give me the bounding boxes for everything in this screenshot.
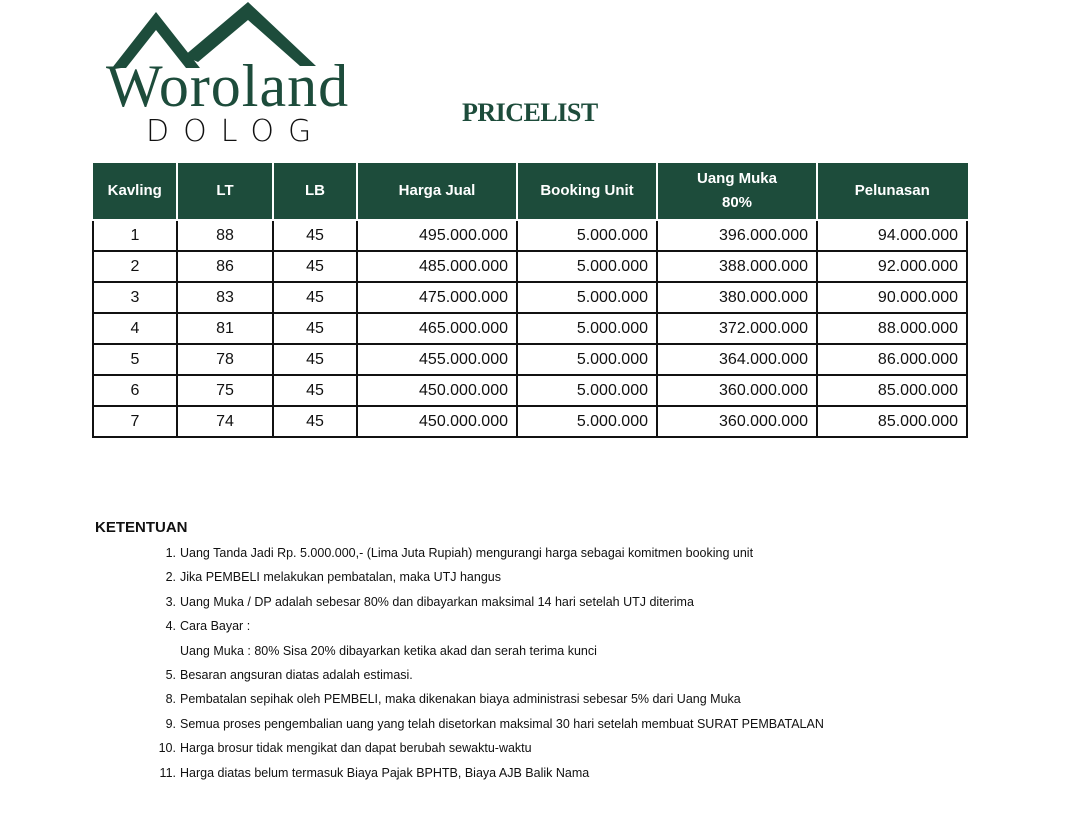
term-text: Besaran angsuran diatas adalah estimasi. xyxy=(180,667,413,682)
table-row xyxy=(93,251,967,282)
page-title: PRICELIST xyxy=(462,98,598,127)
cell-kavling: 6 xyxy=(93,375,177,406)
cell-kavling: 1 xyxy=(93,220,177,251)
list-item xyxy=(148,569,824,593)
cell-booking-unit: 5.000.000 xyxy=(517,251,657,282)
cell-booking-unit: 5.000.000 xyxy=(517,313,657,344)
list-item xyxy=(148,643,824,667)
term-text: Harga brosur tidak mengikat dan dapat berubah sewaktu-waktu xyxy=(180,741,532,756)
term-number: 9. xyxy=(165,716,176,731)
table-row xyxy=(93,344,967,375)
cell-pelunasan: 92.000.000 xyxy=(817,251,967,282)
term-text: Jika PEMBELI melakukan pembatalan, maka UTJ hangus xyxy=(180,570,501,585)
term-number: 11. xyxy=(159,765,176,780)
cell-lt: 86 xyxy=(177,251,273,282)
cell-kavling: 5 xyxy=(93,344,177,375)
brand-subtitle: DOLOG xyxy=(146,114,326,149)
list-item xyxy=(148,765,824,789)
term-text: Semua proses pengembalian uang yang telah disetorkan maksimal 30 hari setelah membuat SURAT PEMBATALAN xyxy=(180,716,824,731)
cell-lt: 83 xyxy=(177,282,273,313)
header-uang-muka-label: Uang Muka xyxy=(696,170,777,187)
header-kavling: Kavling xyxy=(93,163,177,220)
term-number: 5. xyxy=(165,667,176,682)
term-text: Cara Bayar : xyxy=(180,619,251,634)
cell-harga-jual: 485.000.000 xyxy=(357,251,517,282)
header-uang-muka xyxy=(657,163,817,220)
list-item xyxy=(148,740,824,764)
list-item xyxy=(148,594,824,618)
term-number: 3. xyxy=(165,594,176,609)
term-text: Uang Muka / DP adalah sebesar 80% dan dibayarkan maksimal 14 hari setelah UTJ diterima xyxy=(180,594,694,609)
cell-pelunasan: 90.000.000 xyxy=(817,282,967,313)
list-item xyxy=(148,545,824,569)
cell-pelunasan: 94.000.000 xyxy=(817,220,967,251)
term-text: Pembatalan sepihak oleh PEMBELI, maka dikenakan biaya administrasi sebesar 5% dari Uang Muka xyxy=(180,692,741,707)
cell-booking-unit: 5.000.000 xyxy=(517,282,657,313)
term-number: 8. xyxy=(165,692,176,707)
cell-pelunasan: 85.000.000 xyxy=(817,375,967,406)
term-text: Uang Muka : 80% Sisa 20% dibayarkan ketika akad dan serah terima kunci xyxy=(180,643,597,658)
cell-lb: 45 xyxy=(273,344,357,375)
table-row xyxy=(93,406,967,437)
brand-logo xyxy=(100,0,380,160)
cell-uang-muka: 388.000.000 xyxy=(657,251,817,282)
cell-harga-jual: 495.000.000 xyxy=(357,220,517,251)
cell-kavling: 2 xyxy=(93,251,177,282)
term-number: 2. xyxy=(165,570,176,585)
cell-harga-jual: 475.000.000 xyxy=(357,282,517,313)
list-item xyxy=(148,716,824,740)
cell-booking-unit: 5.000.000 xyxy=(517,375,657,406)
list-item xyxy=(148,667,824,691)
term-number: 10. xyxy=(158,741,176,756)
cell-lt: 78 xyxy=(177,344,273,375)
cell-pelunasan: 86.000.000 xyxy=(817,344,967,375)
header-uang-muka-percent: 80% xyxy=(721,194,753,211)
price-table xyxy=(92,163,968,438)
list-item xyxy=(148,618,824,642)
table-row xyxy=(93,375,967,406)
cell-lb: 45 xyxy=(273,375,357,406)
cell-lt: 88 xyxy=(177,220,273,251)
cell-harga-jual: 450.000.000 xyxy=(357,406,517,437)
term-text: Harga diatas belum termasuk Biaya Pajak BPHTB, Biaya AJB Balik Nama xyxy=(180,765,590,780)
cell-uang-muka: 380.000.000 xyxy=(657,282,817,313)
cell-uang-muka: 372.000.000 xyxy=(657,313,817,344)
header-lb: LB xyxy=(273,163,357,220)
cell-lb: 45 xyxy=(273,251,357,282)
cell-uang-muka: 360.000.000 xyxy=(657,375,817,406)
list-item xyxy=(148,691,824,715)
term-text: Uang Tanda Jadi Rp. 5.000.000,- (Lima Juta Rupiah) mengurangi harga sebagai komitmen booking unit xyxy=(180,546,754,560)
cell-uang-muka: 360.000.000 xyxy=(657,406,817,437)
term-number: 1. xyxy=(165,546,176,560)
cell-kavling: 4 xyxy=(93,313,177,344)
cell-harga-jual: 465.000.000 xyxy=(357,313,517,344)
terms-title: KETENTUAN xyxy=(95,519,188,536)
table-row xyxy=(93,282,967,313)
terms-list xyxy=(148,545,824,789)
cell-lt: 81 xyxy=(177,313,273,344)
cell-uang-muka: 396.000.000 xyxy=(657,220,817,251)
table-header-row xyxy=(93,163,967,220)
header-pelunasan: Pelunasan xyxy=(817,163,967,220)
cell-pelunasan: 85.000.000 xyxy=(817,406,967,437)
cell-pelunasan: 88.000.000 xyxy=(817,313,967,344)
cell-lt: 74 xyxy=(177,406,273,437)
cell-kavling: 7 xyxy=(93,406,177,437)
cell-harga-jual: 450.000.000 xyxy=(357,375,517,406)
cell-lb: 45 xyxy=(273,282,357,313)
header-booking-unit: Booking Unit xyxy=(517,163,657,220)
header-lt: LT xyxy=(177,163,273,220)
term-number: 4. xyxy=(165,619,176,634)
brand-name: Woroland xyxy=(106,53,350,119)
cell-lb: 45 xyxy=(273,313,357,344)
cell-booking-unit: 5.000.000 xyxy=(517,220,657,251)
cell-lt: 75 xyxy=(177,375,273,406)
table-row xyxy=(93,313,967,344)
cell-uang-muka: 364.000.000 xyxy=(657,344,817,375)
cell-harga-jual: 455.000.000 xyxy=(357,344,517,375)
table-row xyxy=(93,220,967,251)
cell-booking-unit: 5.000.000 xyxy=(517,406,657,437)
cell-booking-unit: 5.000.000 xyxy=(517,344,657,375)
cell-lb: 45 xyxy=(273,406,357,437)
cell-kavling: 3 xyxy=(93,282,177,313)
header-harga-jual: Harga Jual xyxy=(357,163,517,220)
cell-lb: 45 xyxy=(273,220,357,251)
